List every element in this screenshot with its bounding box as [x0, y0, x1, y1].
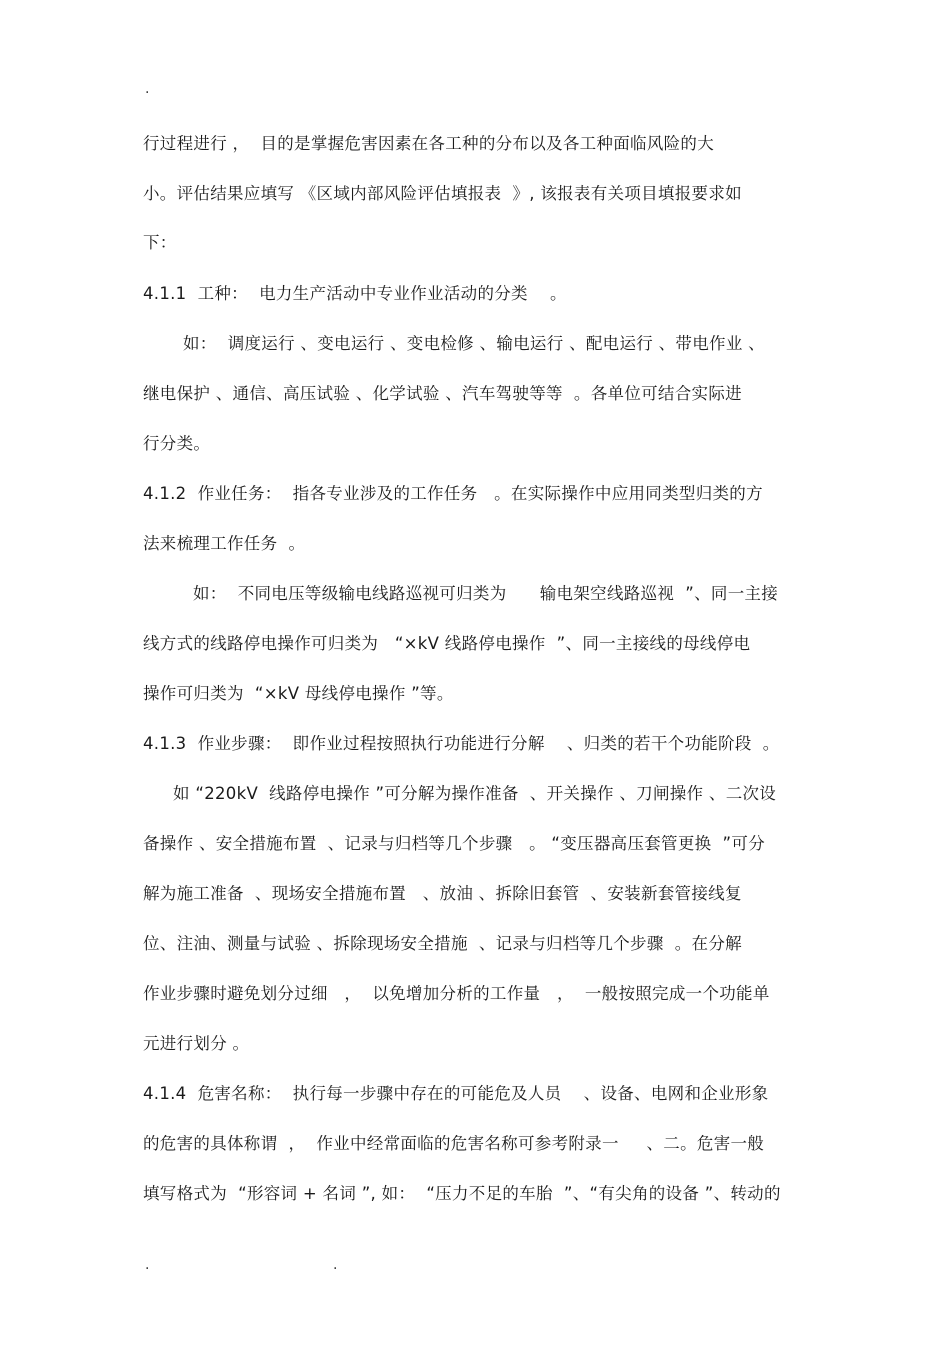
- text-line: 法来梳理工作任务 。: [143, 534, 306, 553]
- text-line: 下：: [143, 233, 177, 252]
- text-line: 继电保护 、通信、高压试验 、化学试验 、汽车驾驶等等 。各单位可结合实际进: [143, 384, 742, 403]
- text-line: 线方式的线路停电操作可归类为 “×kV 线路停电操作 ”、同一主接线的母线停电: [143, 634, 751, 653]
- text-line: 位、注油、测量与试验 、拆除现场安全措施 、记录与归档等几个步骤 。在分解: [143, 934, 742, 953]
- text-line: 如 “220kV 线路停电操作 ”可分解为操作准备 、开关操作 、刀闸操作 、二次设: [173, 784, 777, 803]
- text-line: 备操作 、安全措施布置 、记录与归档等几个步骤 。 “变压器高压套管更换 ”可分: [143, 834, 765, 853]
- text-line: 4.1.3 作业步骤： 即作业过程按照执行功能进行分解 、归类的若干个功能阶段 。: [143, 734, 780, 753]
- text-line: 小。评估结果应填写 《区域内部风险评估填报表 》, 该报表有关项目填报要求如: [143, 184, 742, 203]
- text-line: 操作可归类为 “×kV 母线停电操作 ”等。: [143, 684, 454, 703]
- text-line: 填写格式为 “形容词 + 名词 ”, 如： “压力不足的车胎 ”、“有尖角的设备 ”、转动的: [143, 1184, 781, 1203]
- text-line: 4.1.1 工种： 电力生产活动中专业作业活动的分类 。: [143, 284, 567, 303]
- text-line: 4.1.2 作业任务： 指各专业涉及的工作任务 。在实际操作中应用同类型归类的方: [143, 484, 763, 503]
- text-line: 如： 调度运行 、变电运行 、变电检修 、输电运行 、配电运行 、带电作业 、: [183, 334, 765, 353]
- footer-mark-left: .: [145, 1257, 150, 1273]
- text-line: 解为施工准备 、现场安全措施布置 、放油 、拆除旧套管 、安装新套管接线复: [143, 884, 742, 903]
- footer-mark-right: .: [333, 1257, 338, 1273]
- text-line: 行分类。: [143, 434, 211, 453]
- text-line: 作业步骤时避免划分过细 ， 以免增加分析的工作量 ， 一般按照完成一个功能单: [143, 984, 770, 1003]
- text-line: 行过程进行 ， 目的是掌握危害因素在各工种的分布以及各工种面临风险的大: [143, 134, 715, 153]
- text-line: 4.1.4 危害名称： 执行每一步骤中存在的可能危及人员 、设备、电网和企业形象: [143, 1084, 769, 1103]
- text-line: 如： 不同电压等级输电线路巡视可归类为 输电架空线路巡视 ”、同一主接: [193, 584, 779, 603]
- text-line: 元进行划分 。: [143, 1034, 250, 1053]
- text-line: 的危害的具体称谓 ， 作业中经常面临的危害名称可参考附录一 、二。危害一般: [143, 1134, 765, 1153]
- header-mark: .: [145, 81, 150, 97]
